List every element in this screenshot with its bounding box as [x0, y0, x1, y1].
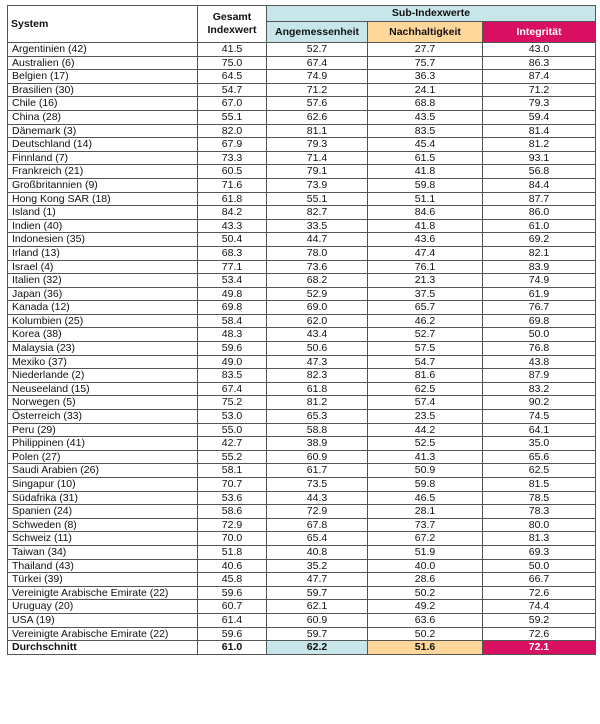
cell-integritaet: 64.1 [483, 423, 596, 437]
average-integritaet: 72.1 [483, 641, 596, 655]
cell-angemessenheit: 55.1 [267, 192, 368, 206]
table-row [8, 355, 596, 369]
table-row [8, 233, 596, 247]
cell-system: Hong Kong SAR (18) [8, 192, 198, 206]
header-gesamt-indexwert: Gesamt Indexwert [198, 6, 267, 43]
header-angemessenheit: Angemessenheit [267, 22, 368, 43]
cell-system: Südafrika (31) [8, 491, 198, 505]
cell-angemessenheit: 71.4 [267, 151, 368, 165]
cell-gesamt: 58.4 [198, 314, 267, 328]
cell-system: Philippinen (41) [8, 437, 198, 451]
cell-gesamt: 58.1 [198, 464, 267, 478]
cell-nachhaltigkeit: 37.5 [368, 287, 483, 301]
cell-system: Japan (36) [8, 287, 198, 301]
table-row [8, 437, 596, 451]
table-row [8, 219, 596, 233]
cell-integritaet: 83.2 [483, 382, 596, 396]
cell-system: Uruguay (20) [8, 600, 198, 614]
cell-system: Indonesien (35) [8, 233, 198, 247]
cell-system: Deutschland (14) [8, 138, 198, 152]
cell-gesamt: 71.6 [198, 178, 267, 192]
cell-system: Vereinigte Arabische Emirate (22) [8, 627, 198, 641]
cell-gesamt: 69.8 [198, 301, 267, 315]
cell-gesamt: 53.6 [198, 491, 267, 505]
cell-gesamt: 53.4 [198, 274, 267, 288]
cell-system: Argentinien (42) [8, 43, 198, 57]
cell-angemessenheit: 62.0 [267, 314, 368, 328]
cell-nachhaltigkeit: 46.5 [368, 491, 483, 505]
cell-integritaet: 80.0 [483, 518, 596, 532]
cell-angemessenheit: 71.2 [267, 83, 368, 97]
cell-angemessenheit: 57.6 [267, 97, 368, 111]
cell-angemessenheit: 44.3 [267, 491, 368, 505]
pension-index-table [7, 5, 596, 655]
cell-angemessenheit: 82.3 [267, 369, 368, 383]
table-row [8, 464, 596, 478]
cell-system: Norwegen (5) [8, 396, 198, 410]
cell-gesamt: 53.0 [198, 410, 267, 424]
cell-nachhaltigkeit: 50.2 [368, 627, 483, 641]
cell-integritaet: 87.9 [483, 369, 596, 383]
cell-integritaet: 69.3 [483, 545, 596, 559]
cell-nachhaltigkeit: 51.9 [368, 545, 483, 559]
table-row [8, 559, 596, 573]
cell-angemessenheit: 69.0 [267, 301, 368, 315]
table-row [8, 110, 596, 124]
table-row [8, 573, 596, 587]
cell-integritaet: 82.1 [483, 246, 596, 260]
table-row [8, 206, 596, 220]
cell-nachhaltigkeit: 36.3 [368, 70, 483, 84]
cell-integritaet: 69.2 [483, 233, 596, 247]
cell-system: Neuseeland (15) [8, 382, 198, 396]
cell-integritaet: 50.0 [483, 328, 596, 342]
cell-gesamt: 60.5 [198, 165, 267, 179]
cell-angemessenheit: 78.0 [267, 246, 368, 260]
cell-nachhaltigkeit: 43.5 [368, 110, 483, 124]
cell-gesamt: 75.0 [198, 56, 267, 70]
cell-gesamt: 49.0 [198, 355, 267, 369]
cell-gesamt: 40.6 [198, 559, 267, 573]
cell-gesamt: 43.3 [198, 219, 267, 233]
cell-integritaet: 76.8 [483, 342, 596, 356]
cell-system: Israel (4) [8, 260, 198, 274]
average-nachhaltigkeit: 51.6 [368, 641, 483, 655]
cell-nachhaltigkeit: 44.2 [368, 423, 483, 437]
cell-angemessenheit: 47.3 [267, 355, 368, 369]
cell-integritaet: 35.0 [483, 437, 596, 451]
cell-gesamt: 41.5 [198, 43, 267, 57]
table-row [8, 382, 596, 396]
cell-system: Frankreich (21) [8, 165, 198, 179]
table-row [8, 478, 596, 492]
cell-gesamt: 72.9 [198, 518, 267, 532]
cell-system: Niederlande (2) [8, 369, 198, 383]
table-row [8, 396, 596, 410]
cell-angemessenheit: 79.1 [267, 165, 368, 179]
table-row [8, 491, 596, 505]
average-label: Durchschnitt [8, 641, 198, 655]
table-row [8, 600, 596, 614]
cell-integritaet: 43.0 [483, 43, 596, 57]
cell-system: Finnland (7) [8, 151, 198, 165]
cell-gesamt: 49.8 [198, 287, 267, 301]
cell-nachhaltigkeit: 59.8 [368, 478, 483, 492]
cell-system: Malaysia (23) [8, 342, 198, 356]
table-row [8, 56, 596, 70]
cell-nachhaltigkeit: 57.5 [368, 342, 483, 356]
cell-system: Spanien (24) [8, 505, 198, 519]
table-row [8, 410, 596, 424]
cell-gesamt: 70.7 [198, 478, 267, 492]
table-row [8, 586, 596, 600]
cell-angemessenheit: 73.6 [267, 260, 368, 274]
cell-gesamt: 45.8 [198, 573, 267, 587]
cell-nachhaltigkeit: 41.8 [368, 165, 483, 179]
cell-gesamt: 59.6 [198, 586, 267, 600]
cell-nachhaltigkeit: 23.5 [368, 410, 483, 424]
cell-integritaet: 79.3 [483, 97, 596, 111]
cell-nachhaltigkeit: 21.3 [368, 274, 483, 288]
cell-gesamt: 64.5 [198, 70, 267, 84]
table-row [8, 138, 596, 152]
cell-integritaet: 76.7 [483, 301, 596, 315]
table-row [8, 369, 596, 383]
cell-nachhaltigkeit: 57.4 [368, 396, 483, 410]
cell-integritaet: 93.1 [483, 151, 596, 165]
cell-gesamt: 59.6 [198, 342, 267, 356]
cell-gesamt: 70.0 [198, 532, 267, 546]
cell-system: Thailand (43) [8, 559, 198, 573]
cell-nachhaltigkeit: 24.1 [368, 83, 483, 97]
cell-integritaet: 43.8 [483, 355, 596, 369]
cell-nachhaltigkeit: 40.0 [368, 559, 483, 573]
cell-gesamt: 58.6 [198, 505, 267, 519]
cell-angemessenheit: 52.9 [267, 287, 368, 301]
cell-gesamt: 51.8 [198, 545, 267, 559]
cell-nachhaltigkeit: 83.5 [368, 124, 483, 138]
cell-system: Singapur (10) [8, 478, 198, 492]
cell-system: USA (19) [8, 613, 198, 627]
cell-nachhaltigkeit: 28.1 [368, 505, 483, 519]
cell-integritaet: 74.9 [483, 274, 596, 288]
cell-system: Kolumbien (25) [8, 314, 198, 328]
cell-gesamt: 67.4 [198, 382, 267, 396]
cell-integritaet: 81.5 [483, 478, 596, 492]
cell-angemessenheit: 81.1 [267, 124, 368, 138]
cell-integritaet: 66.7 [483, 573, 596, 587]
cell-integritaet: 59.2 [483, 613, 596, 627]
cell-integritaet: 78.3 [483, 505, 596, 519]
cell-integritaet: 86.3 [483, 56, 596, 70]
cell-system: Belgien (17) [8, 70, 198, 84]
cell-nachhaltigkeit: 52.5 [368, 437, 483, 451]
cell-integritaet: 83.9 [483, 260, 596, 274]
cell-gesamt: 75.2 [198, 396, 267, 410]
header-nachhaltigkeit: Nachhaltigkeit [368, 22, 483, 43]
table-row [8, 124, 596, 138]
cell-integritaet: 62.5 [483, 464, 596, 478]
cell-nachhaltigkeit: 54.7 [368, 355, 483, 369]
cell-angemessenheit: 60.9 [267, 450, 368, 464]
cell-nachhaltigkeit: 76.1 [368, 260, 483, 274]
cell-integritaet: 61.9 [483, 287, 596, 301]
cell-integritaet: 86.0 [483, 206, 596, 220]
cell-nachhaltigkeit: 47.4 [368, 246, 483, 260]
cell-gesamt: 61.8 [198, 192, 267, 206]
cell-nachhaltigkeit: 45.4 [368, 138, 483, 152]
cell-angemessenheit: 44.7 [267, 233, 368, 247]
cell-angemessenheit: 50.6 [267, 342, 368, 356]
cell-system: Österreich (33) [8, 410, 198, 424]
cell-nachhaltigkeit: 65.7 [368, 301, 483, 315]
cell-integritaet: 71.2 [483, 83, 596, 97]
cell-angemessenheit: 60.9 [267, 613, 368, 627]
table-row [8, 301, 596, 315]
cell-angemessenheit: 79.3 [267, 138, 368, 152]
cell-nachhaltigkeit: 67.2 [368, 532, 483, 546]
cell-integritaet: 61.0 [483, 219, 596, 233]
cell-integritaet: 65.6 [483, 450, 596, 464]
cell-gesamt: 48.3 [198, 328, 267, 342]
cell-angemessenheit: 72.9 [267, 505, 368, 519]
average-gesamt: 61.0 [198, 641, 267, 655]
cell-angemessenheit: 33.5 [267, 219, 368, 233]
table-row [8, 518, 596, 532]
cell-system: Korea (38) [8, 328, 198, 342]
table-row [8, 342, 596, 356]
cell-angemessenheit: 59.7 [267, 627, 368, 641]
cell-nachhaltigkeit: 41.3 [368, 450, 483, 464]
table-row [8, 246, 596, 260]
cell-system: Türkei (39) [8, 573, 198, 587]
cell-angemessenheit: 62.6 [267, 110, 368, 124]
cell-integritaet: 81.4 [483, 124, 596, 138]
cell-nachhaltigkeit: 84.6 [368, 206, 483, 220]
cell-gesamt: 68.3 [198, 246, 267, 260]
cell-nachhaltigkeit: 43.6 [368, 233, 483, 247]
cell-gesamt: 73.3 [198, 151, 267, 165]
cell-nachhaltigkeit: 81.6 [368, 369, 483, 383]
cell-gesamt: 77.1 [198, 260, 267, 274]
cell-system: Indien (40) [8, 219, 198, 233]
cell-angemessenheit: 35.2 [267, 559, 368, 573]
table-row [8, 314, 596, 328]
cell-integritaet: 56.8 [483, 165, 596, 179]
table-row [8, 545, 596, 559]
table-row [8, 165, 596, 179]
cell-integritaet: 72.6 [483, 627, 596, 641]
cell-nachhaltigkeit: 27.7 [368, 43, 483, 57]
cell-angemessenheit: 68.2 [267, 274, 368, 288]
cell-system: Chile (16) [8, 97, 198, 111]
cell-integritaet: 87.4 [483, 70, 596, 84]
table-row [8, 83, 596, 97]
cell-integritaet: 69.8 [483, 314, 596, 328]
cell-integritaet: 81.2 [483, 138, 596, 152]
cell-angemessenheit: 73.5 [267, 478, 368, 492]
cell-nachhaltigkeit: 63.6 [368, 613, 483, 627]
header-sub-indexwerte: Sub-Indexwerte [267, 6, 596, 22]
table-row [8, 260, 596, 274]
cell-gesamt: 59.6 [198, 627, 267, 641]
cell-nachhaltigkeit: 50.2 [368, 586, 483, 600]
average-row [8, 641, 596, 655]
cell-integritaet: 87.7 [483, 192, 596, 206]
cell-angemessenheit: 43.4 [267, 328, 368, 342]
cell-gesamt: 67.9 [198, 138, 267, 152]
cell-gesamt: 50.4 [198, 233, 267, 247]
cell-gesamt: 60.7 [198, 600, 267, 614]
cell-angemessenheit: 62.1 [267, 600, 368, 614]
table-row [8, 97, 596, 111]
cell-nachhaltigkeit: 62.5 [368, 382, 483, 396]
table-row [8, 627, 596, 641]
cell-system: Schweiz (11) [8, 532, 198, 546]
table-row [8, 423, 596, 437]
cell-system: Dänemark (3) [8, 124, 198, 138]
cell-angemessenheit: 58.8 [267, 423, 368, 437]
cell-integritaet: 72.6 [483, 586, 596, 600]
table-row [8, 613, 596, 627]
cell-integritaet: 81.3 [483, 532, 596, 546]
table-row [8, 192, 596, 206]
cell-nachhaltigkeit: 50.9 [368, 464, 483, 478]
cell-angemessenheit: 61.8 [267, 382, 368, 396]
table-row [8, 178, 596, 192]
cell-nachhaltigkeit: 28.6 [368, 573, 483, 587]
cell-integritaet: 74.4 [483, 600, 596, 614]
cell-system: Saudi Arabien (26) [8, 464, 198, 478]
cell-system: Peru (29) [8, 423, 198, 437]
cell-integritaet: 74.5 [483, 410, 596, 424]
cell-system: Island (1) [8, 206, 198, 220]
cell-angemessenheit: 65.3 [267, 410, 368, 424]
cell-gesamt: 54.7 [198, 83, 267, 97]
cell-system: Mexiko (37) [8, 355, 198, 369]
cell-gesamt: 55.1 [198, 110, 267, 124]
table-row [8, 450, 596, 464]
cell-system: Kanada (12) [8, 301, 198, 315]
cell-integritaet: 90.2 [483, 396, 596, 410]
cell-angemessenheit: 73.9 [267, 178, 368, 192]
cell-system: China (28) [8, 110, 198, 124]
cell-angemessenheit: 59.7 [267, 586, 368, 600]
cell-gesamt: 67.0 [198, 97, 267, 111]
cell-angemessenheit: 61.7 [267, 464, 368, 478]
cell-angemessenheit: 47.7 [267, 573, 368, 587]
cell-angemessenheit: 81.2 [267, 396, 368, 410]
cell-nachhaltigkeit: 61.5 [368, 151, 483, 165]
cell-system: Italien (32) [8, 274, 198, 288]
cell-integritaet: 59.4 [483, 110, 596, 124]
table-body [8, 43, 596, 641]
cell-integritaet: 84.4 [483, 178, 596, 192]
header-system: System [8, 6, 198, 43]
cell-gesamt: 82.0 [198, 124, 267, 138]
cell-system: Vereinigte Arabische Emirate (22) [8, 586, 198, 600]
cell-nachhaltigkeit: 73.7 [368, 518, 483, 532]
cell-gesamt: 55.2 [198, 450, 267, 464]
cell-angemessenheit: 82.7 [267, 206, 368, 220]
cell-system: Schweden (8) [8, 518, 198, 532]
cell-nachhaltigkeit: 51.1 [368, 192, 483, 206]
average-angemessenheit: 62.2 [267, 641, 368, 655]
cell-gesamt: 84.2 [198, 206, 267, 220]
cell-nachhaltigkeit: 59.8 [368, 178, 483, 192]
table-row [8, 287, 596, 301]
cell-angemessenheit: 74.9 [267, 70, 368, 84]
cell-angemessenheit: 67.8 [267, 518, 368, 532]
cell-system: Polen (27) [8, 450, 198, 464]
cell-angemessenheit: 40.8 [267, 545, 368, 559]
cell-angemessenheit: 38.9 [267, 437, 368, 451]
cell-angemessenheit: 65.4 [267, 532, 368, 546]
cell-nachhaltigkeit: 75.7 [368, 56, 483, 70]
cell-gesamt: 83.5 [198, 369, 267, 383]
table-row [8, 532, 596, 546]
cell-angemessenheit: 52.7 [267, 43, 368, 57]
cell-integritaet: 50.0 [483, 559, 596, 573]
cell-integritaet: 78.5 [483, 491, 596, 505]
table-row [8, 274, 596, 288]
table-row [8, 505, 596, 519]
header-integritaet: Integrität [483, 22, 596, 43]
table-row [8, 70, 596, 84]
cell-system: Brasilien (30) [8, 83, 198, 97]
cell-system: Taiwan (34) [8, 545, 198, 559]
cell-nachhaltigkeit: 49.2 [368, 600, 483, 614]
cell-gesamt: 42.7 [198, 437, 267, 451]
cell-gesamt: 61.4 [198, 613, 267, 627]
cell-angemessenheit: 67.4 [267, 56, 368, 70]
table-row [8, 43, 596, 57]
cell-system: Großbritannien (9) [8, 178, 198, 192]
table-row [8, 328, 596, 342]
cell-nachhaltigkeit: 41.8 [368, 219, 483, 233]
cell-nachhaltigkeit: 52.7 [368, 328, 483, 342]
cell-system: Australien (6) [8, 56, 198, 70]
table-row [8, 151, 596, 165]
cell-gesamt: 55.0 [198, 423, 267, 437]
cell-nachhaltigkeit: 68.8 [368, 97, 483, 111]
cell-system: Irland (13) [8, 246, 198, 260]
cell-nachhaltigkeit: 46.2 [368, 314, 483, 328]
